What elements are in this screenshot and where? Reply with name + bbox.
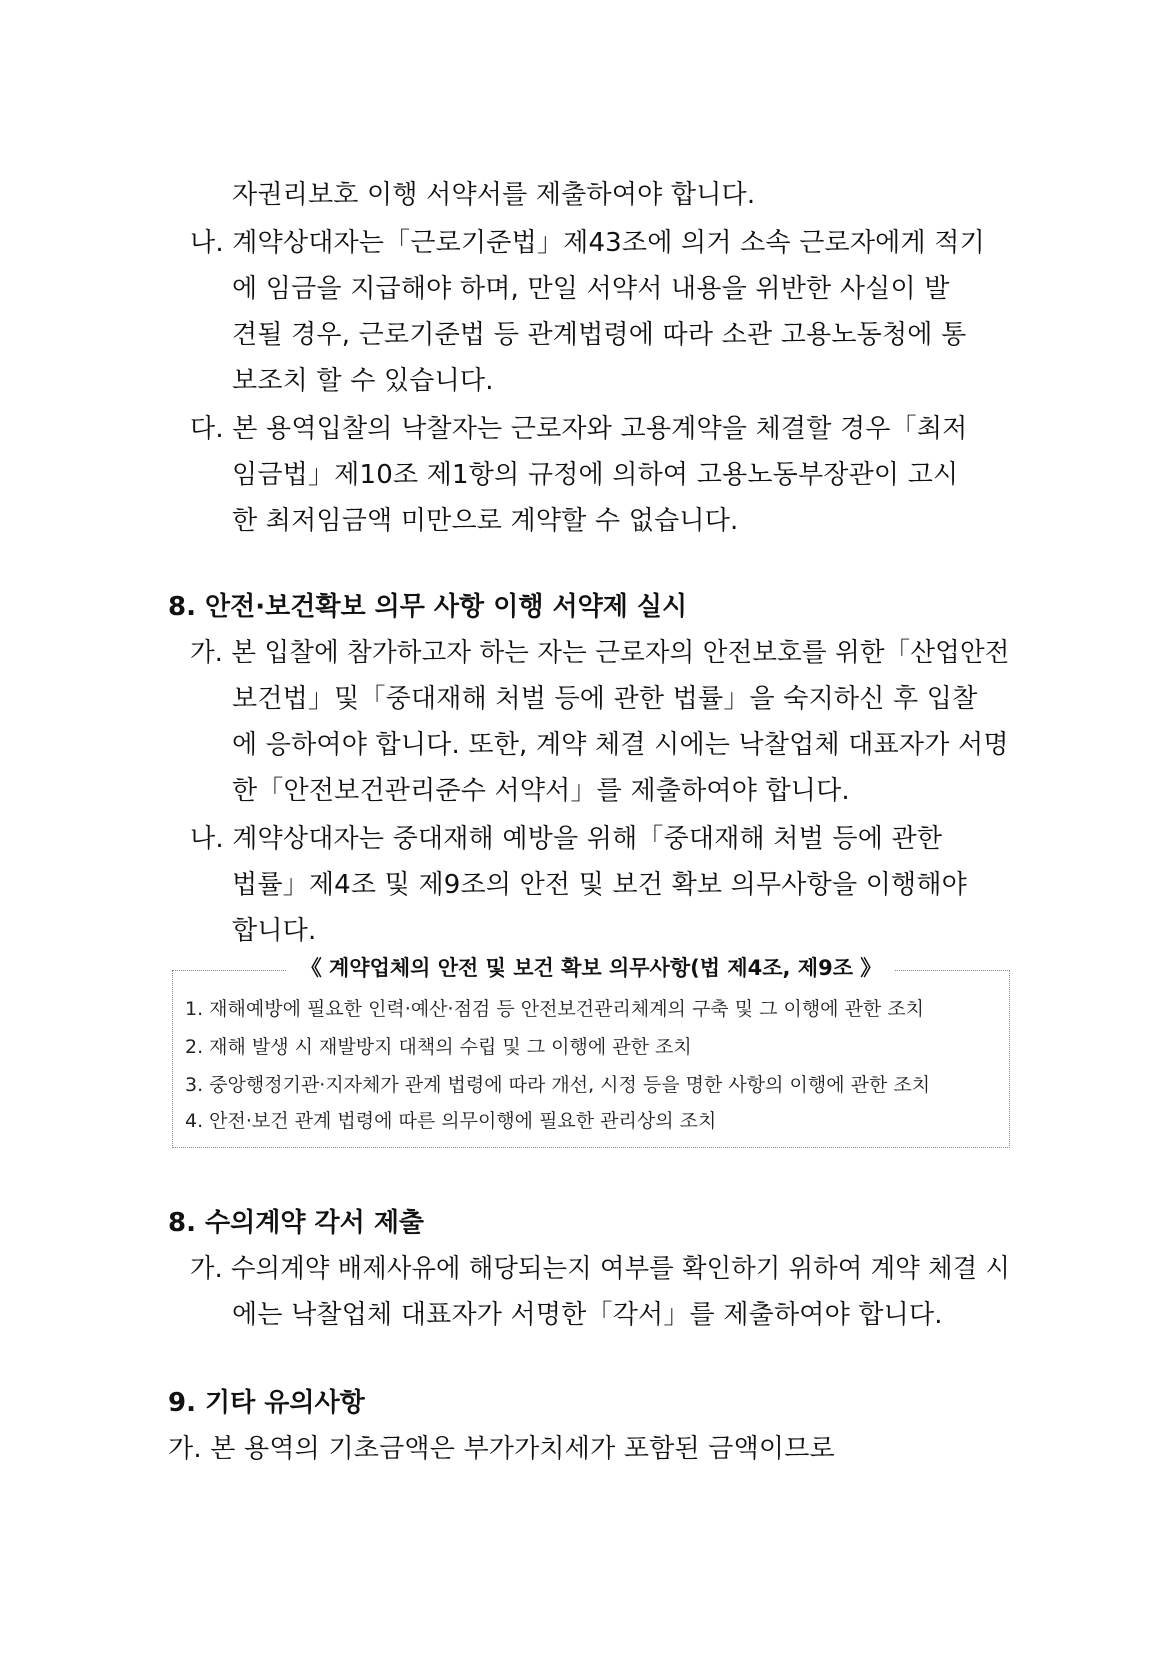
- paragraph-line: 에는 낙찰업체 대표자가 서명한「각서」를 제출하여야 합니다.: [232, 1300, 943, 1330]
- paragraph-line: 한「안전보건관리준수 서약서」를 제출하여야 합니다.: [232, 776, 850, 806]
- obligations-box: [172, 956, 1010, 1148]
- list-item-ga: 가. 수의계약 배제사유에 해당되는지 여부를 확인하기 위하여 계약 체결 시: [190, 1254, 1011, 1284]
- obligation-item: 1. 재해예방에 필요한 인력·예산·점검 등 안전보건관리체계의 구축 및 그 이행에 관한 조치: [185, 998, 925, 1020]
- paragraph-line: 에 응하여야 합니다. 또한, 계약 체결 시에는 낙찰업체 대표자가 서명: [232, 730, 1009, 760]
- section-heading: 8. 안전·보건확보 의무 사항 이행 서약제 실시: [168, 592, 688, 622]
- list-item-ga: 가. 본 입찰에 참가하고자 하는 자는 근로자의 안전보호를 위한「산업안전: [190, 638, 1010, 668]
- list-item-ga: 가. 본 용역의 기초금액은 부가가치세가 포함된 금액이므로: [168, 1434, 835, 1464]
- obligation-item: 2. 재해 발생 시 재발방지 대책의 수립 및 그 이행에 관한 조치: [185, 1036, 692, 1058]
- paragraph-line: 보건법」및「중대재해 처벌 등에 관한 법률」을 숙지하신 후 입찰: [232, 684, 978, 714]
- obligations-box-title-text: 《 계약업체의 안전 및 보건 확보 의무사항(법 제4조, 제9조 》: [287, 956, 896, 980]
- obligations-box-title: [173, 953, 1009, 983]
- paragraph-line: 합니다.: [232, 916, 317, 946]
- paragraph-line: 견될 경우, 근로기준법 등 관계법령에 따라 소관 고용노동청에 통: [232, 320, 967, 350]
- section-heading: 8. 수의계약 각서 제출: [168, 1208, 425, 1238]
- paragraph-line: 자권리보호 이행 서약서를 제출하여야 합니다.: [232, 180, 756, 210]
- list-item-na: 나. 계약상대자는 중대재해 예방을 위해「중대재해 처벌 등에 관한: [190, 824, 943, 854]
- paragraph-line: 한 최저임금액 미만으로 계약할 수 없습니다.: [232, 506, 739, 536]
- obligation-item: 3. 중앙행정기관·지자체가 관계 법령에 따라 개선, 시정 등을 명한 사항의 이행에 관한 조치: [185, 1074, 931, 1096]
- paragraph-line: 보조치 할 수 있습니다.: [232, 366, 494, 396]
- list-item-na: 나. 계약상대자는「근로기준법」제43조에 의거 소속 근로자에게 적기: [190, 228, 985, 258]
- paragraph-line: 임금법」제10조 제1항의 규정에 의하여 고용노동부장관이 고시: [232, 460, 959, 490]
- list-item-da: 다. 본 용역입찰의 낙찰자는 근로자와 고용계약을 체결할 경우「최저: [190, 414, 968, 444]
- paragraph-line: 법률」제4조 및 제9조의 안전 및 보건 확보 의무사항을 이행해야: [232, 870, 967, 900]
- paragraph-line: 에 임금을 지급해야 하며, 만일 서약서 내용을 위반한 사실이 발: [232, 274, 950, 304]
- section-heading: 9. 기타 유의사항: [168, 1388, 365, 1418]
- obligation-item: 4. 안전·보건 관계 법령에 따른 의무이행에 필요한 관리상의 조치: [185, 1110, 717, 1132]
